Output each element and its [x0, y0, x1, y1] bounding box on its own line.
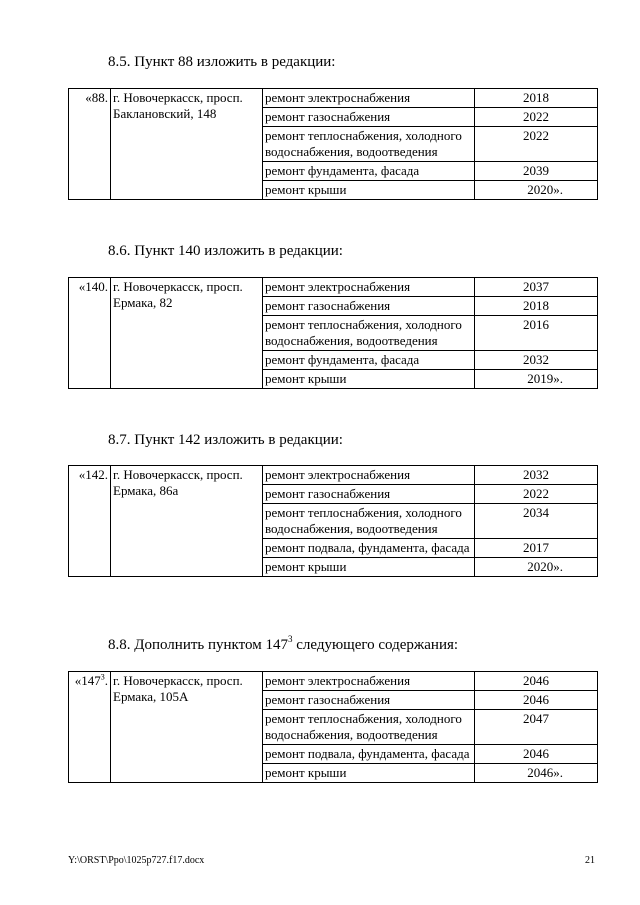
year-cell: 2032: [475, 351, 598, 370]
year-cell: 2018: [475, 89, 598, 108]
schedule-table-88: [68, 88, 598, 200]
table-row: [69, 672, 598, 691]
heading-text: 8.6. Пункт 140 изложить в редакции:: [108, 243, 343, 259]
year-cell: 2017: [475, 539, 598, 558]
work-cell: ремонт фундамента, фасада: [263, 351, 475, 370]
heading-text: 8.7. Пункт 142 изложить в редакции:: [108, 432, 343, 448]
work-cell: ремонт крыши: [263, 370, 475, 389]
work-cell: ремонт электроснабжения: [263, 672, 475, 691]
work-cell: ремонт газоснабжения: [263, 297, 475, 316]
item-number: «140.: [78, 279, 108, 294]
section-heading-8-8: [108, 636, 458, 654]
address-cell: г. Новочеркасск, просп. Ермака, 105А: [111, 672, 263, 783]
item-number: «88.: [85, 90, 108, 105]
year-cell: 2022: [475, 485, 598, 504]
schedule-table-142: [68, 465, 598, 577]
year-cell: 2032: [475, 466, 598, 485]
section-heading-8-6: [108, 242, 343, 260]
year-cell: 2022: [475, 108, 598, 127]
work-cell: ремонт газоснабжения: [263, 108, 475, 127]
year-cell: 2020».: [475, 181, 598, 200]
table-row: [69, 89, 598, 108]
year-cell: 2046: [475, 745, 598, 764]
item-number: «142.: [78, 467, 108, 482]
work-cell: ремонт подвала, фундамента, фасада: [263, 745, 475, 764]
schedule-table-140: [68, 277, 598, 389]
year-cell: 2046: [475, 691, 598, 710]
work-cell: ремонт теплоснабжения, холодного водоснабжения, водоотведения: [263, 127, 475, 162]
work-cell: ремонт крыши: [263, 558, 475, 577]
year-cell: 2022: [475, 127, 598, 162]
section-heading-8-7: [108, 431, 343, 449]
work-cell: ремонт теплоснабжения, холодного водоснабжения, водоотведения: [263, 710, 475, 745]
work-cell: ремонт подвала, фундамента, фасада: [263, 539, 475, 558]
year-cell: 2034: [475, 504, 598, 539]
heading-text: 8.8. Дополнить пунктом 147: [108, 637, 288, 653]
work-cell: ремонт фундамента, фасада: [263, 162, 475, 181]
heading-superscript: 3: [287, 634, 293, 644]
year-cell: 2037: [475, 278, 598, 297]
year-cell: 2046».: [475, 764, 598, 783]
item-number-cell: [69, 466, 111, 577]
work-cell: ремонт крыши: [263, 764, 475, 783]
year-cell: 2019».: [475, 370, 598, 389]
work-cell: ремонт теплоснабжения, холодного водоснабжения, водоотведения: [263, 316, 475, 351]
address-cell: г. Новочеркасск, просп. Ермака, 86а: [111, 466, 263, 577]
year-cell: 2016: [475, 316, 598, 351]
table-row: [69, 278, 598, 297]
item-number-cell: [69, 672, 111, 783]
heading-text: 8.5. Пункт 88 изложить в редакции:: [108, 54, 336, 70]
address-cell: г. Новочеркасск, просп. Баклановский, 148: [111, 89, 263, 200]
work-cell: ремонт электроснабжения: [263, 89, 475, 108]
work-cell: ремонт электроснабжения: [263, 278, 475, 297]
work-cell: ремонт теплоснабжения, холодного водоснабжения, водоотведения: [263, 504, 475, 539]
schedule-table-147-3: [68, 671, 598, 783]
year-cell: 2046: [475, 672, 598, 691]
item-number-suffix: .: [104, 673, 108, 688]
work-cell: ремонт газоснабжения: [263, 485, 475, 504]
year-cell: 2047: [475, 710, 598, 745]
item-number-superscript: 3: [100, 672, 105, 682]
footer-page-number: 21: [585, 855, 595, 866]
year-cell: 2039: [475, 162, 598, 181]
section-heading-8-5: [108, 53, 335, 71]
work-cell: ремонт газоснабжения: [263, 691, 475, 710]
year-cell: 2020».: [475, 558, 598, 577]
footer-file-path: Y:\ORST\Ppo\1025p727.f17.docx: [68, 855, 205, 866]
address-cell: г. Новочеркасск, просп. Ермака, 82: [111, 278, 263, 389]
table-row: [69, 466, 598, 485]
work-cell: ремонт электроснабжения: [263, 466, 475, 485]
year-cell: 2018: [475, 297, 598, 316]
item-number-cell: [69, 278, 111, 389]
heading-suffix: следующего содержания:: [292, 637, 459, 653]
item-number: «147: [74, 673, 101, 688]
item-number-cell: [69, 89, 111, 200]
work-cell: ремонт крыши: [263, 181, 475, 200]
